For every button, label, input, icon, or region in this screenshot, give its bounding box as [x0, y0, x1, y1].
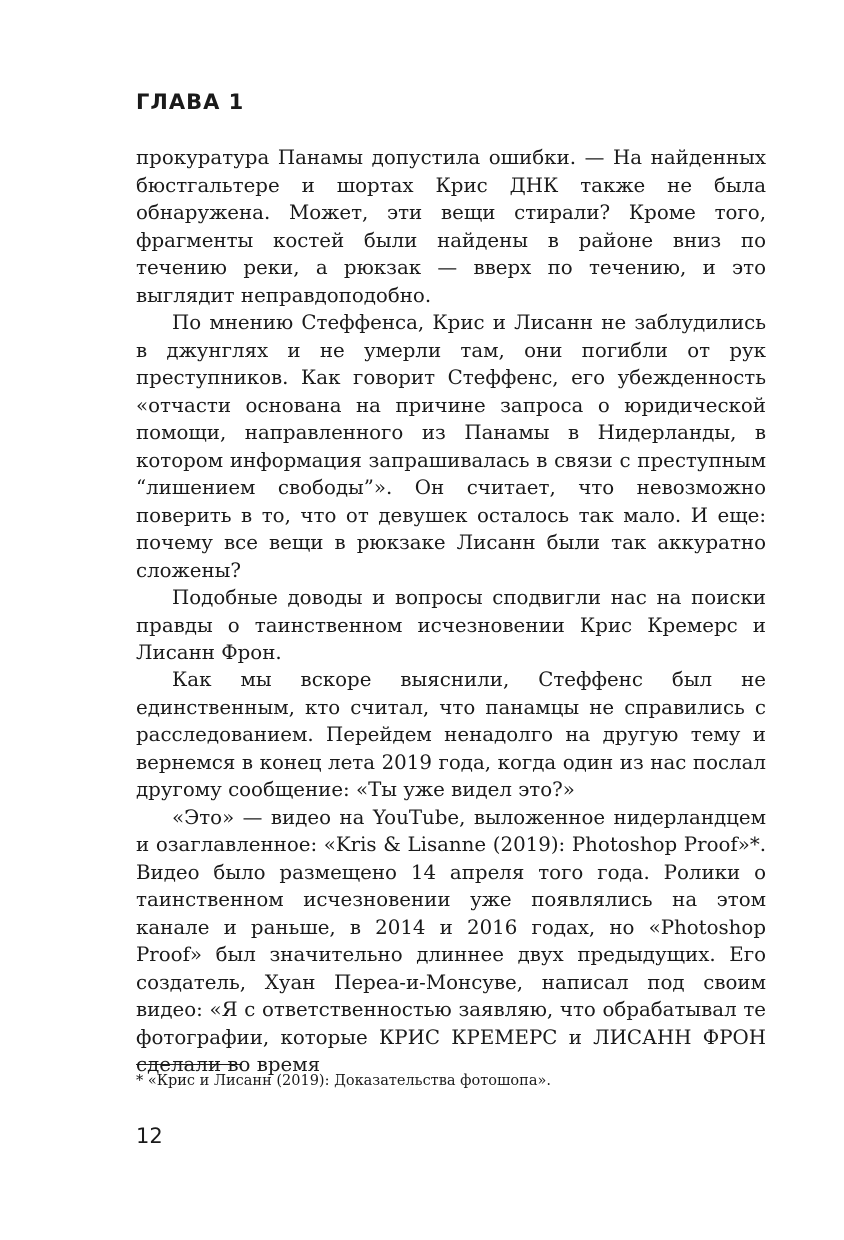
- chapter-heading: ГЛАВА 1: [136, 90, 245, 114]
- footnote-divider: [136, 1064, 242, 1065]
- paragraph: По мнению Стеффенса, Крис и Лисанн не заблудились в джунглях и не умерли там, они погибли от рук преступников. Как говорит Стеффенс, его убежденность «отчасти основана на причине запроса о юридической помощи, направленного из Панамы в Нидерланды, в котором информация запрашивалась в связи с преступным “лишением свободы”». Он считает, что невозможно поверить в то, что от девушек осталось так мало. И еще: почему все вещи в рюкзаке Лисанн были так аккуратно сложены?: [136, 311, 766, 582]
- text-section-2: [136, 309, 766, 667]
- footnote: * «Крис и Лисанн (2019): Доказательства фотошопа».: [136, 1073, 551, 1089]
- paragraph: Как мы вскоре выяснили, Стеффенс был не единственным, кто считал, что панамцы не справились с расследованием. Перейдем ненадолго на другую тему и вернемся в конец лета 2019 года, когда один из нас послал другому сообщение: «Ты уже видел это?»: [136, 668, 766, 801]
- paragraph: Подобные доводы и вопросы сподвигли нас на поиски правды о таинственном исчезновении Крис Кремерс и Лисанн Фрон.: [136, 586, 766, 664]
- page-number: 12: [136, 1124, 163, 1148]
- text-section-3: [136, 666, 766, 1079]
- paragraph: «Это» — видео на YouTube, выложенное нидерландцем и озаглавленное: «Kris & Lisanne (2019): Photoshop Proof»*. Видео было размещено 14 апреля того года. Ролики о таинственном исчезновении уже появлялись на этом канале и раньше, в 2014 и 2016 годах, но «Photoshop Proof» был значительно длиннее двух предыдущих. Его создатель, Хуан Переа-и-Монсуве, написал под своим видео: «Я с ответственностью заявляю, что обрабатывал те фотографии, которые КРИС КРЕМЕРС и ЛИСАНН ФРОН сделали во время: [136, 805, 766, 1076]
- paragraph: прокуратура Панамы допустила ошибки. — На найденных бюстгальтере и шортах Крис ДНК также не была обнаружена. Может, эти вещи стирали? Кроме того, фрагменты костей были найдены в районе вниз по течению реки, а рюкзак — вверх по течению, и это выглядит неправдоподобно.: [136, 146, 766, 307]
- text-section-1: [136, 144, 766, 309]
